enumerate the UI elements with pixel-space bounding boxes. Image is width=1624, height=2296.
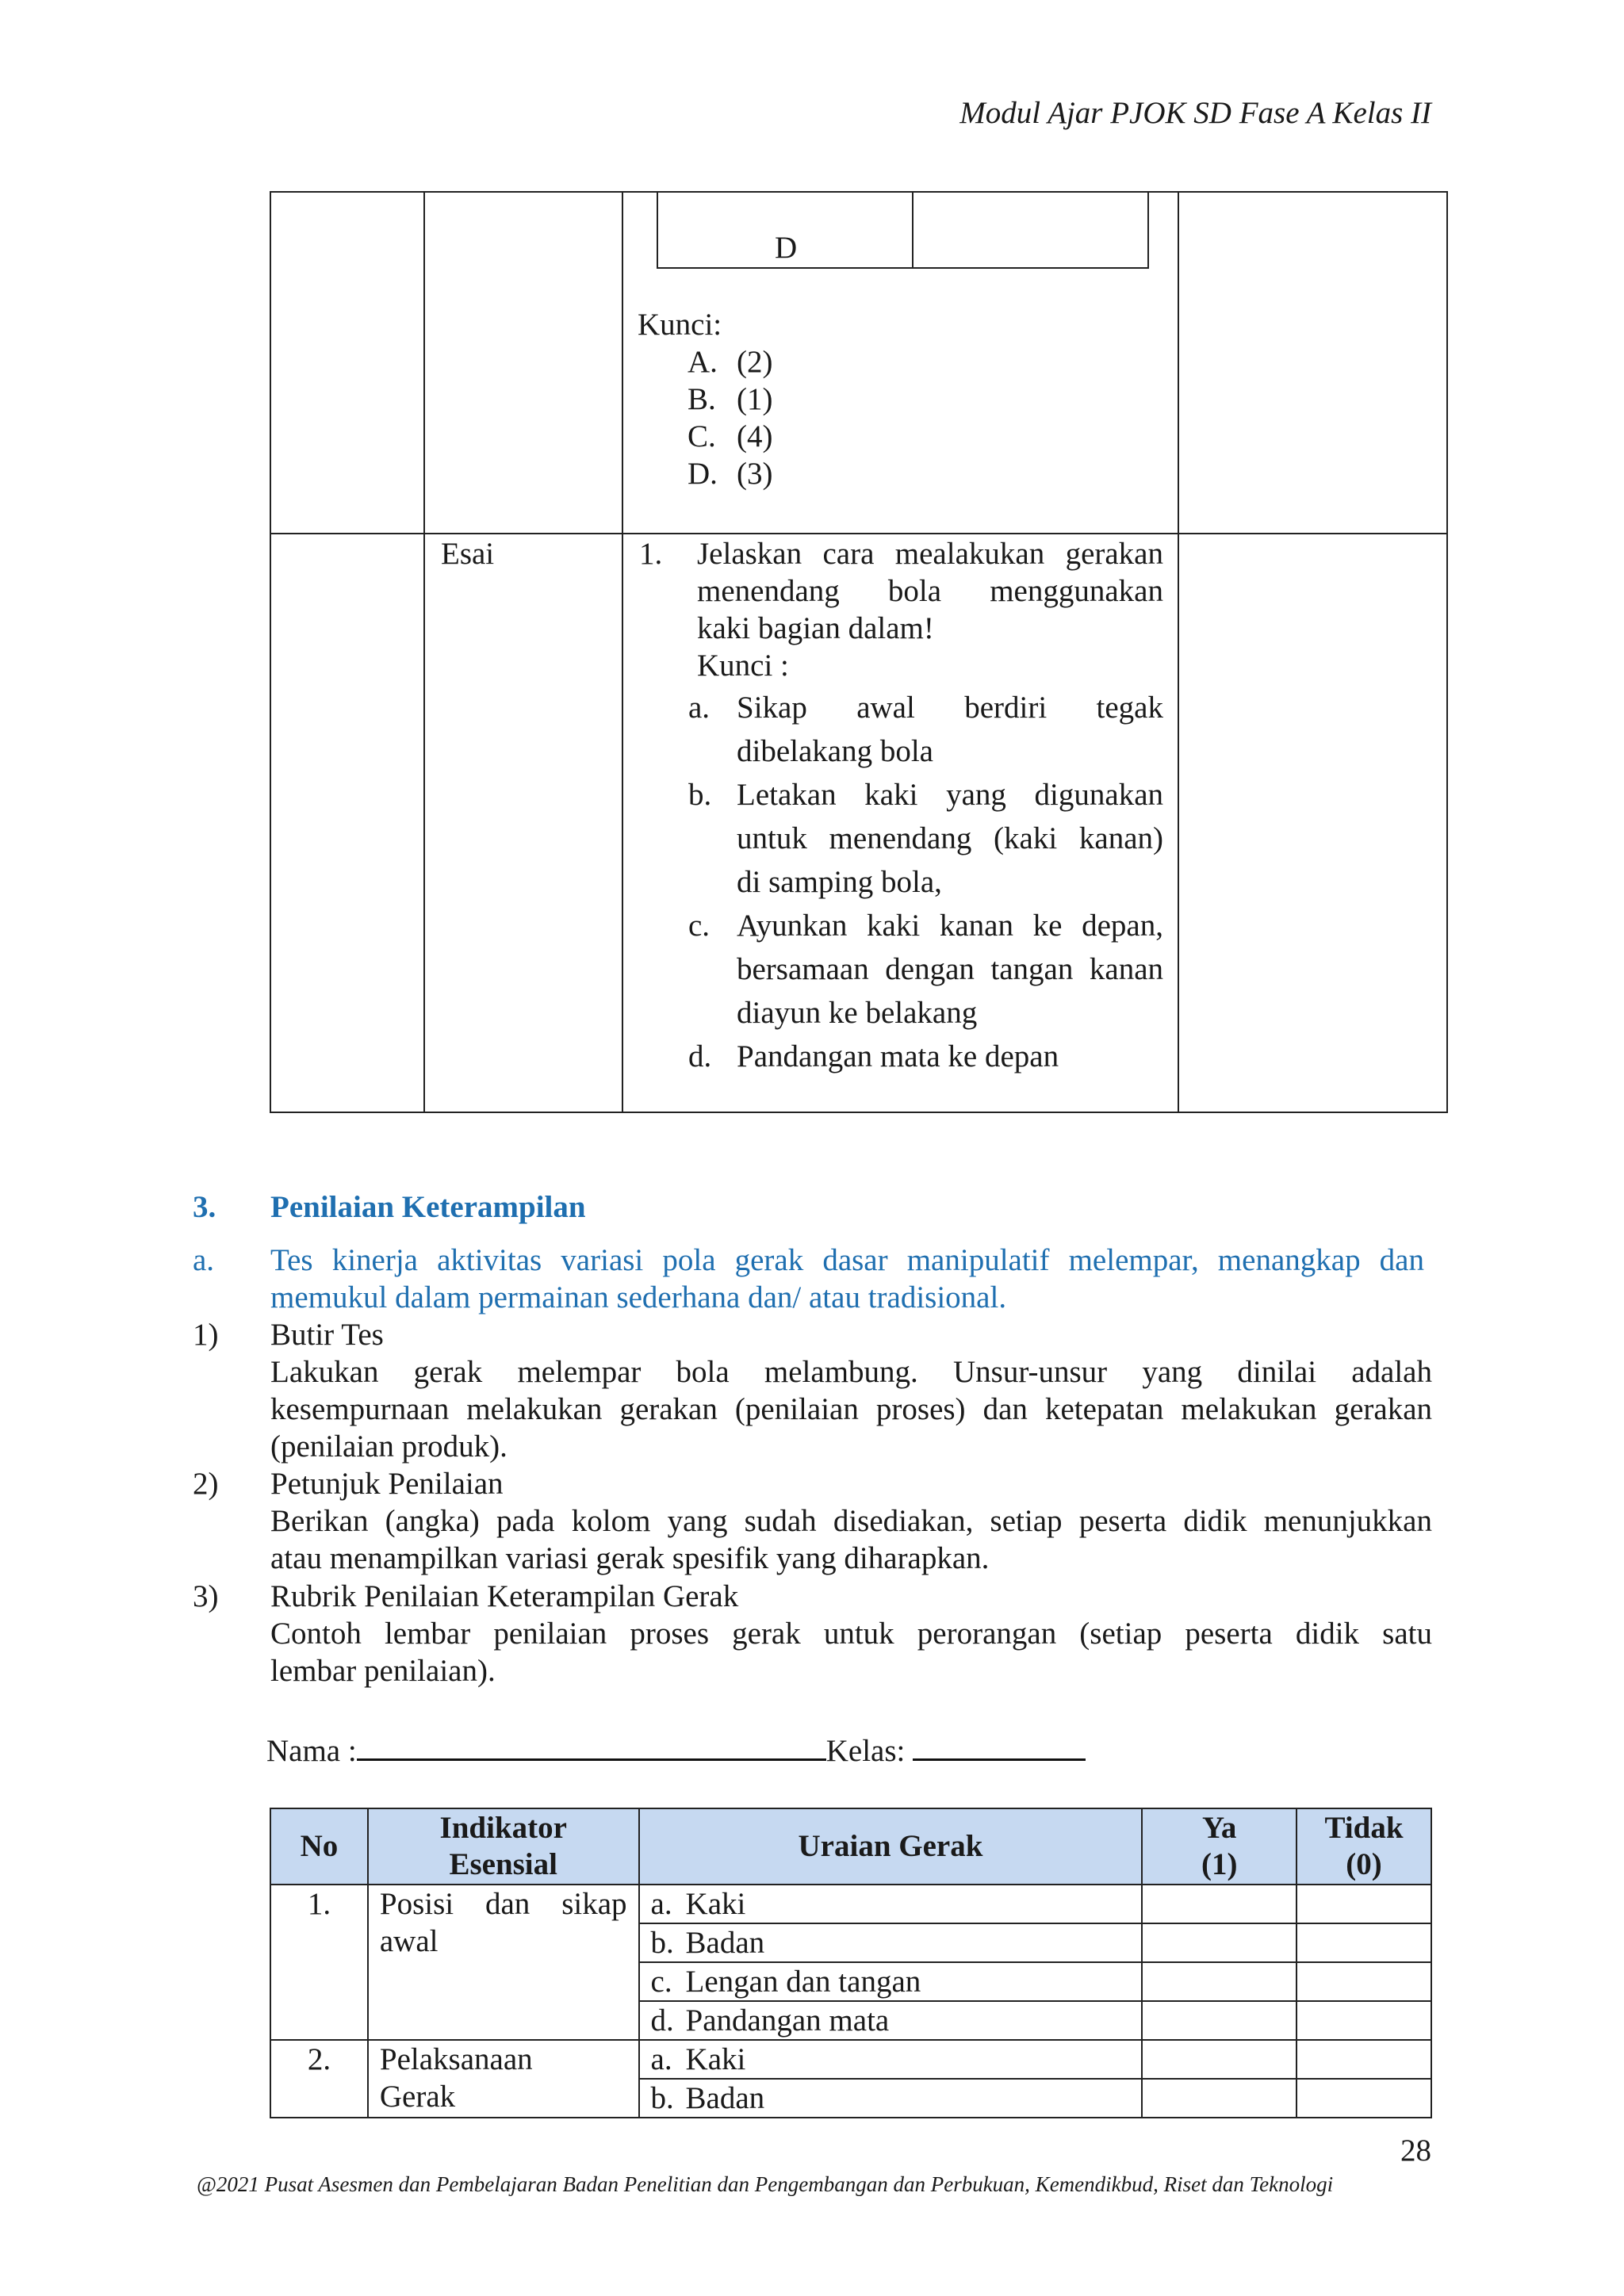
running-header: Modul Ajar PJOK SD Fase A Kelas II bbox=[959, 96, 1431, 130]
ya-cell[interactable] bbox=[1142, 2040, 1297, 2079]
item-line: Lakukan gerak melempar bola melambung. Unsur-unsur yang dinilai adalah bbox=[270, 1355, 1432, 1389]
esai-type: Esai bbox=[441, 537, 495, 571]
item-line: Contoh lembar penilaian proses gerak untuk perorangan (setiap peserta didik satu bbox=[270, 1617, 1432, 1651]
nama-kelas-line bbox=[266, 1730, 1086, 1770]
item-block bbox=[270, 1465, 1432, 1577]
esai-question-line: menendang bola menggunakan bbox=[697, 574, 1163, 608]
item-number: 2) bbox=[193, 1467, 219, 1501]
ya-cell[interactable] bbox=[1142, 2079, 1297, 2118]
ya-cell[interactable] bbox=[1142, 1962, 1297, 2001]
row-uraian: c. Lengan dan tangan bbox=[639, 1962, 1143, 2001]
kelas-label: Kelas: bbox=[825, 1734, 906, 1768]
item-number: 3) bbox=[193, 1579, 219, 1613]
header-tidak: Tidak (0) bbox=[1297, 1808, 1431, 1885]
row-uraian: b. Badan bbox=[639, 1923, 1143, 1962]
matching-box-label: D bbox=[775, 231, 798, 265]
esai-answers bbox=[688, 686, 1163, 1078]
ya-cell[interactable] bbox=[1142, 1923, 1297, 1962]
sub-a-letter: a. bbox=[193, 1243, 215, 1277]
page-number: 28 bbox=[1400, 2133, 1431, 2168]
header-no: No bbox=[270, 1808, 368, 1885]
header-indikator: Indikator Esensial bbox=[368, 1808, 639, 1885]
item-line: (penilaian produk). bbox=[270, 1429, 508, 1464]
kunci-item: C. (4) bbox=[688, 419, 773, 453]
answer-item: d. Pandangan mata ke depan bbox=[688, 1039, 1059, 1073]
item-title: Rubrik Penilaian Keterampilan Gerak bbox=[270, 1579, 739, 1613]
row-uraian: d. Pandangan mata bbox=[639, 2001, 1143, 2040]
tidak-cell[interactable] bbox=[1297, 2079, 1431, 2118]
nama-label: Nama : bbox=[266, 1734, 357, 1768]
tidak-cell[interactable] bbox=[1297, 1923, 1431, 1962]
row-uraian: a. Kaki bbox=[639, 1885, 1143, 1923]
item-block bbox=[270, 1316, 1432, 1465]
item-line: lembar penilaian). bbox=[270, 1654, 496, 1688]
item-block bbox=[270, 1578, 1432, 1689]
kunci-item: A. (2) bbox=[688, 345, 773, 379]
sub-a-line: memukul dalam permainan sederhana dan/ atau tradisional. bbox=[270, 1280, 1007, 1314]
esai-question-line: Jelaskan cara mealakukan gerakan bbox=[697, 537, 1163, 571]
nama-blank[interactable] bbox=[357, 1730, 826, 1761]
tidak-cell[interactable] bbox=[1297, 1885, 1431, 1923]
row-no: 1. bbox=[270, 1885, 368, 2040]
item-line: atau menampilkan variasi gerak spesifik yang diharapkan. bbox=[270, 1541, 990, 1575]
tidak-cell[interactable] bbox=[1297, 2001, 1431, 2040]
row-indikator: Posisi dan sikap awal bbox=[368, 1885, 639, 2040]
esai-number: 1. bbox=[639, 537, 663, 571]
esai-kunci-label: Kunci : bbox=[697, 649, 789, 683]
table-row bbox=[270, 2040, 1431, 2079]
tidak-cell[interactable] bbox=[1297, 1962, 1431, 2001]
sub-a-text bbox=[270, 1242, 1424, 1316]
sub-a-line: Tes kinerja aktivitas variasi pola gerak dasar manipulatif melempar, menangkap dan bbox=[270, 1243, 1424, 1277]
row-indikator: Pelaksanaan Gerak bbox=[368, 2040, 639, 2118]
row-uraian: a. Kaki bbox=[639, 2040, 1143, 2079]
kunci-item: D. (3) bbox=[688, 457, 773, 491]
item-line: kesempurnaan melakukan gerakan (penilaian proses) dan ketepatan melakukan gerakan bbox=[270, 1392, 1432, 1426]
header-uraian: Uraian Gerak bbox=[639, 1808, 1143, 1885]
kunci-list bbox=[688, 343, 846, 492]
answer-item: b. Letakan kaki yang digunakan untuk menendang (kaki kanan) di samping bola, bbox=[688, 778, 1163, 899]
item-line: Berikan (angka) pada kolom yang sudah disediakan, setiap peserta didik menunjukkan bbox=[270, 1504, 1432, 1538]
table-row bbox=[270, 1885, 1431, 1923]
item-title: Butir Tes bbox=[270, 1318, 384, 1352]
item-number: 1) bbox=[193, 1318, 219, 1352]
answer-item: a. Sikap awal berdiri tegak dibelakang bola bbox=[688, 691, 1163, 768]
ya-cell[interactable] bbox=[1142, 1885, 1297, 1923]
header-ya: Ya (1) bbox=[1142, 1808, 1297, 1885]
section-number: 3. bbox=[193, 1190, 216, 1224]
section-title: Penilaian Keterampilan bbox=[270, 1190, 586, 1224]
kelas-blank[interactable] bbox=[913, 1730, 1086, 1761]
tidak-cell[interactable] bbox=[1297, 2040, 1431, 2079]
ya-cell[interactable] bbox=[1142, 2001, 1297, 2040]
row-uraian: b. Badan bbox=[639, 2079, 1143, 2118]
kunci-label: Kunci: bbox=[638, 308, 722, 342]
row-no: 2. bbox=[270, 2040, 368, 2118]
footer-text: @2021 Pusat Asesmen dan Pembelajaran Badan Penelitian dan Pengembangan dan Perbukuan, Kemendikbud, Riset dan Teknologi bbox=[197, 2172, 1334, 2196]
item-title: Petunjuk Penilaian bbox=[270, 1467, 504, 1501]
rubric-table bbox=[270, 1808, 1432, 2118]
esai-question-line: kaki bagian dalam! bbox=[697, 611, 934, 645]
rubric-header-row bbox=[270, 1808, 1431, 1885]
esai-question bbox=[697, 535, 1163, 684]
kunci-item: B. (1) bbox=[688, 382, 773, 416]
answer-item: c. Ayunkan kaki kanan ke depan, bersamaan dengan tangan kanan diayun ke belakang bbox=[688, 909, 1163, 1030]
